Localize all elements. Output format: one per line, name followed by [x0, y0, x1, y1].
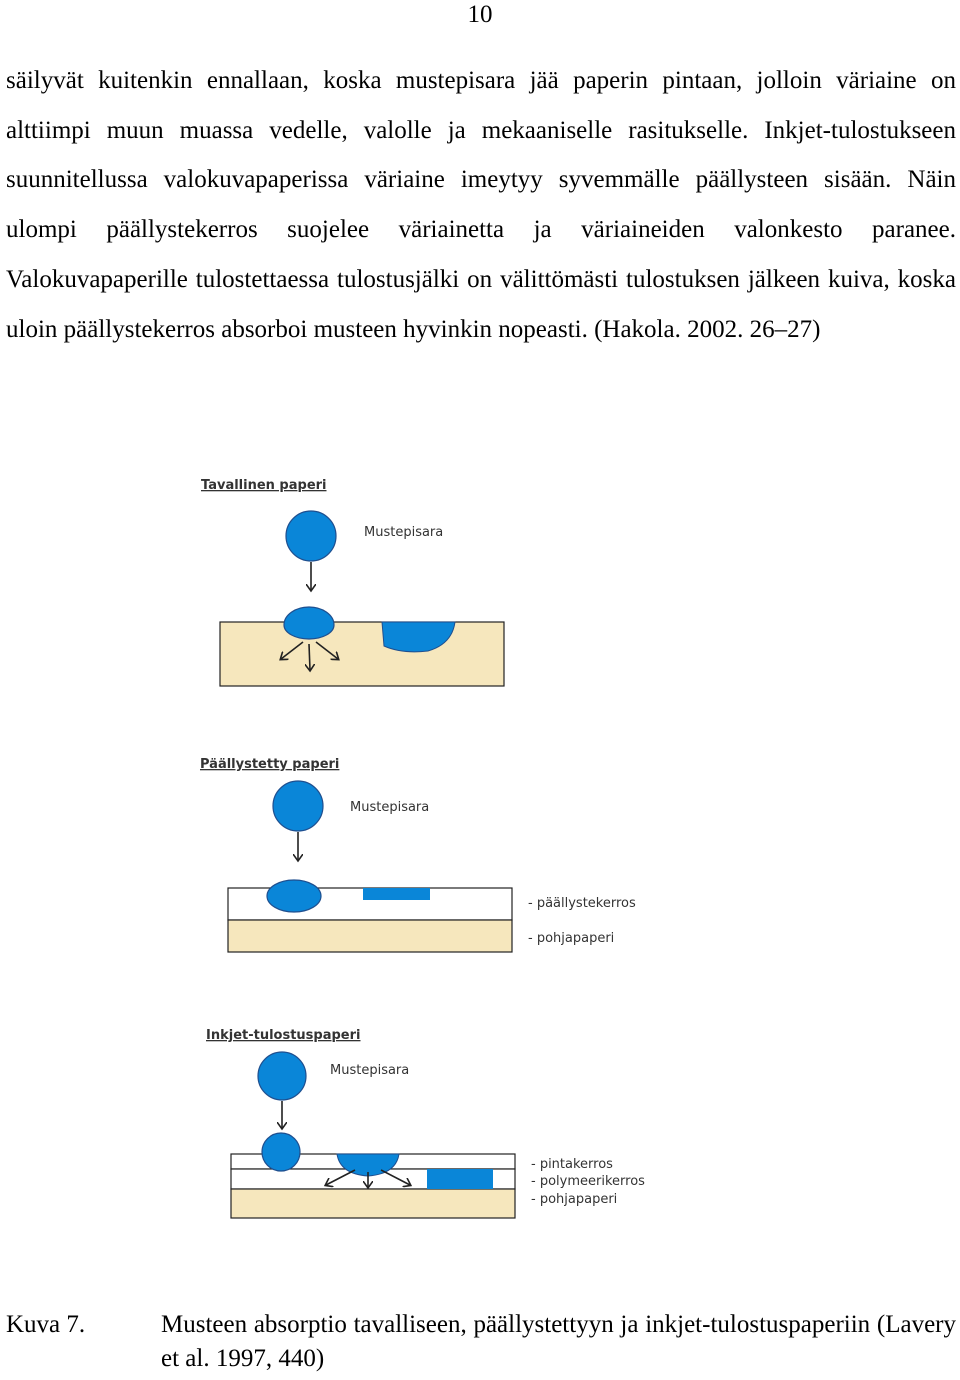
spread-ink-film: [363, 888, 430, 900]
ink-drop-on-surface: [267, 880, 321, 912]
ink-drop: [273, 781, 323, 831]
ink-drop-on-surface: [262, 1133, 300, 1171]
absorbed-ink-polymer: [427, 1169, 493, 1189]
ink-drop: [258, 1052, 306, 1100]
base-paper-layer: [231, 1189, 515, 1218]
ink-drop-on-surface: [284, 607, 334, 639]
panel-plain-paper: [201, 478, 504, 686]
paper-substrate: [220, 622, 504, 686]
caption-label: Kuva 7.: [6, 1311, 86, 1338]
layer-label: - pohjapaperi: [531, 1192, 618, 1207]
layer-label: - pohjapaperi: [528, 931, 615, 946]
body-paragraph: säilyvät kuitenkin ennallaan, koska mustepisara jää paperin pintaan, jolloin väriaine on alttiimpi muun muassa vedelle, valolle ja mekaaniselle rasitukselle. Inkjet-tulostukseen suunnitellussa valokuvapaperissa väriaine imeytyy syvemmälle päällysteen sisään. Näin ulompi päällystekerros suojelee väriainetta ja väriaineiden valonkesto paranee. Valokuvapaperille tulostettaessa tulostusjälki on välittömästi tulostuksen jälkeen kuiva, koska uloin päällystekerros absorboi musteen hyvinkin nopeasti. (Hakola. 2002. 26–27): [6, 67, 956, 343]
layer-label: - polymeerikerros: [531, 1174, 645, 1189]
panel-title: Tavallinen paperi: [201, 478, 327, 493]
ink-drop: [286, 511, 336, 561]
layer-label: - pintakerros: [531, 1157, 613, 1172]
layer-label: - päällystekerros: [528, 896, 636, 911]
panel-title: Inkjet-tulostuspaperi: [206, 1028, 361, 1043]
page-number: 10: [467, 1, 493, 28]
panel-title: Päällystetty paperi: [200, 757, 340, 772]
drop-label: Mustepisara: [364, 525, 444, 540]
caption-text: Musteen absorptio tavalliseen, päällystettyyn ja inkjet-tulostuspaperiin (Lavery et al. 1997, 440): [161, 1311, 956, 1372]
panel-coated-paper: [200, 757, 636, 952]
absorb-arrow: [309, 644, 310, 670]
panel-inkjet-paper: [206, 1028, 645, 1218]
base-paper-layer: [228, 920, 512, 952]
drop-label: Mustepisara: [330, 1063, 410, 1078]
drop-label: Mustepisara: [350, 800, 430, 815]
